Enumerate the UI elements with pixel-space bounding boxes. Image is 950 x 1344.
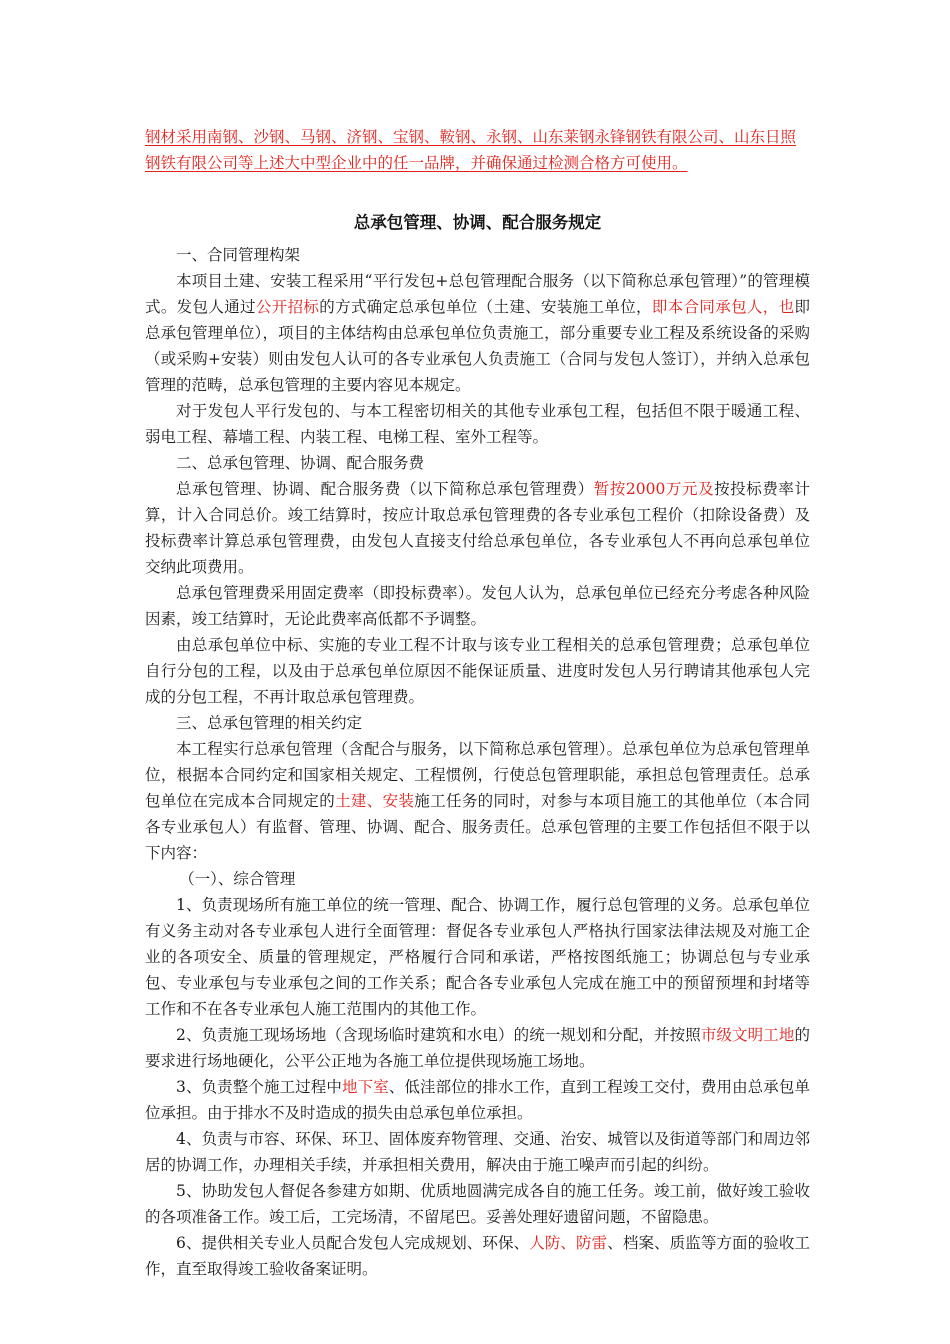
steel-brand-note: 钢材采用南钢、沙钢、马钢、济钢、宝钢、鞍钢、永钢、山东莱钢永锋钢铁有限公司、山东日照钢铁有限公司等上述大中型企业中的任一品牌，并确保通过检测合格方可使用。 bbox=[145, 128, 797, 172]
list-item-2 bbox=[145, 1022, 810, 1074]
text-run: 6、提供相关专业人员配合发包人完成规划、环保、 bbox=[176, 1234, 530, 1252]
paragraph-fixed-rate: 总承包管理费采用固定费率（即投标费率）。发包人认为，总承包单位已经充分考虑各种风险因素，竣工结算时，无论此费率高低都不予调整。 bbox=[145, 584, 810, 628]
list-item-3 bbox=[145, 1074, 810, 1126]
list-item-6 bbox=[145, 1230, 810, 1282]
heading-contract-structure: 一、合同管理构架 bbox=[176, 246, 301, 264]
document-body bbox=[145, 124, 810, 1282]
highlight-fee-amount: 暂按2000万元及 bbox=[593, 480, 715, 498]
highlight-civil-defense: 人防、防雷 bbox=[529, 1234, 608, 1252]
paragraph-management-mode bbox=[145, 268, 810, 398]
highlight-contractor: 即本合同承包人，也 bbox=[651, 298, 795, 316]
text-run: 施工任务的同时，对参与本项目施工的其他单位（本合同各专业承包人）有监督、管理、协调、配合、服务责任。总承包管理的主要工作包括但不限于以下内容： bbox=[145, 792, 810, 862]
paragraph-general-contracting bbox=[145, 736, 810, 866]
highlight-basement: 地下室 bbox=[342, 1078, 389, 1096]
list-item-5: 5、协助发包人督促各参建方如期、优质地圆满完成各自的施工任务。竣工前，做好竣工验收的各项准备工作。竣工后，工完场清，不留尾巴。妥善处理好遗留问题，不留隐患。 bbox=[145, 1182, 810, 1226]
text-run: 本项目土建、安装工程采用“平行发包+总包管理配合服务（以下简称总承包管理）”的管理模式。发包人通过 bbox=[145, 272, 810, 316]
text-run: 的方式确定总承包单位（土建、安装施工单位， bbox=[319, 298, 652, 316]
text-run: 本工程实行总承包管理（含配合与服务，以下简称总承包管理）。总承包单位为总承包管理单位，根据本合同约定和国家相关规定、工程惯例，行使总包管理职能，承担总包管理责任。总承包单位在完成本合同规定的 bbox=[145, 740, 810, 810]
text-run: 的要求进行场地硬化，公平公正地为各施工单位提供现场施工场地。 bbox=[145, 1026, 810, 1070]
section-title: 总承包管理、协调、配合服务规定 bbox=[353, 213, 602, 232]
text-run: 2、负责施工现场场地（含现场临时建筑和水电）的统一规划和分配，并按照 bbox=[176, 1026, 701, 1044]
paragraph-fee-calculation bbox=[145, 476, 810, 580]
heading-management-fee: 二、总承包管理、协调、配合服务费 bbox=[176, 454, 425, 472]
heading-related-agreements: 三、总承包管理的相关约定 bbox=[176, 714, 363, 732]
list-item-1: 1、负责现场所有施工单位的统一管理、配合、协调工作，履行总包管理的义务。总承包单位有义务主动对各专业承包人进行全面管理：督促各专业承包人严格执行国家法律法规及对施工企业的各项安全、质量的管理规定，严格履行合同和承诺，严格按图纸施工；协调总包与专业承包、专业承包与专业承包之间的工作关系；配合各专业承包人完成在施工中的预留预埋和封堵等工作和不在各专业承包人施工范围内的其他工作。 bbox=[145, 896, 810, 1018]
text-run: 、档案、质监等方面的验收工作，直至取得竣工验收备案证明。 bbox=[145, 1234, 810, 1278]
highlight-open-tender: 公开招标 bbox=[255, 298, 320, 316]
text-run: 3、负责整个施工过程中 bbox=[176, 1078, 342, 1096]
list-item-4: 4、负责与市容、环保、环卫、固体废弃物管理、交通、治安、城管以及街道等部门和周边邻居的协调工作，办理相关手续，并承担相关费用，解决由于施工噪声而引起的纠纷。 bbox=[145, 1130, 810, 1174]
text-run: 即总承包管理单位），项目的主体结构由总承包单位负责施工，部分重要专业工程及系统设备的采购（或采购+安装）则由发包人认可的各专业承包人负责施工（合同与发包人签订），并纳入总承包管理的范畴，总承包管理的主要内容见本规定。 bbox=[145, 298, 810, 394]
text-run: 、低洼部位的排水工作，直到工程竣工交付，费用由总承包单位承担。由于排水不及时造成的损失由总承包单位承担。 bbox=[145, 1078, 810, 1122]
text-run: 按投标费率计算，计入合同总价。竣工结算时，按应计取总承包管理费的各专业承包工程价（扣除设备费）及投标费率计算总承包管理费，由发包人直接支付给总承包单位，各专业承包人不再向总承包单位交纳此项费用。 bbox=[145, 480, 810, 576]
subheading-overall-management: （一）、综合管理 bbox=[179, 870, 296, 888]
paragraph-parallel-contracts: 对于发包人平行发包的、与本工程密切相关的其他专业承包工程，包括但不限于暖通工程、弱电工程、幕墙工程、内装工程、电梯工程、室外工程等。 bbox=[145, 402, 810, 446]
text-run: 总承包管理、协调、配合服务费（以下简称总承包管理费） bbox=[176, 480, 594, 498]
highlight-civilized-site: 市级文明工地 bbox=[700, 1026, 795, 1044]
paragraph-fee-exclusions: 由总承包单位中标、实施的专业工程不计取与该专业工程相关的总承包管理费；总承包单位自行分包的工程，以及由于总承包单位原因不能保证质量、进度时发包人另行聘请其他承包人完成的分包工程，不再计取总承包管理费。 bbox=[145, 636, 810, 706]
highlight-civil-installation: 土建、安装 bbox=[335, 792, 415, 810]
